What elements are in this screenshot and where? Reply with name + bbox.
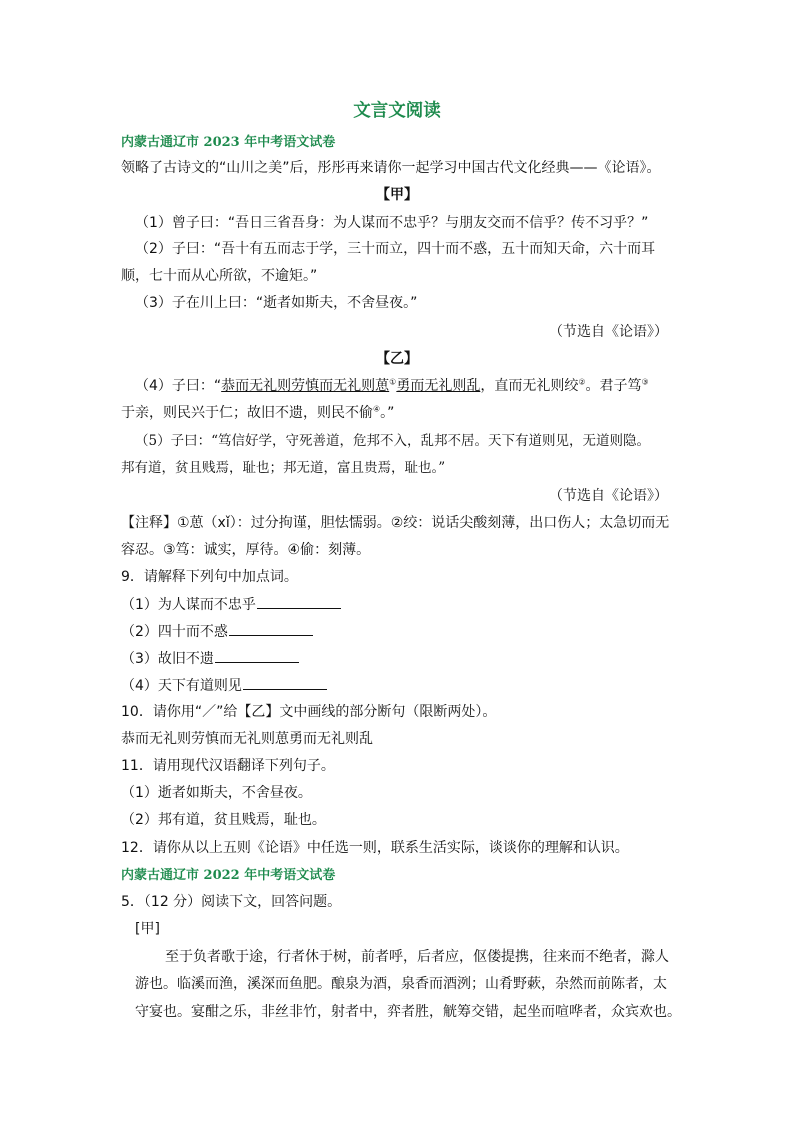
yi-item-4-line2-text: 于亲，则民兴于仁；故旧不遗，则民不偷	[121, 405, 373, 421]
question-12: 12．请你从以上五则《论语》中任选一则，联系生活实际，谈谈你的理解和认识。	[121, 840, 629, 856]
underlined-phrase-2: 勇而无礼则乱	[396, 378, 481, 394]
footnote-marker-3: ③	[641, 377, 649, 387]
question-9-item-2	[121, 621, 313, 642]
question-9-item-2-text: （2）四十而不惑	[121, 624, 228, 640]
jia-item-3: （3）子在川上曰：“逝者如斯夫，不舍昼夜。”	[135, 295, 418, 311]
yi-source: （节选自《论语》）	[549, 488, 668, 504]
yi-item-5-line2: 邦有道，贫且贱焉，耻也；邦无道，富且贵焉，耻也。”	[121, 460, 446, 476]
footnote-marker-2: ②	[578, 377, 586, 387]
question-11-stem: 11．请用现代汉语翻译下列句子。	[121, 758, 335, 774]
notes-line2: 容忍。③笃：诚实，厚待。④偷：刻薄。	[121, 542, 371, 558]
notes-line1: 【注释】①葸（xǐ）：过分拘谨，胆怯懦弱。②绞：说话尖酸刻薄，出口伤人；太急切而无	[121, 515, 670, 531]
yi-item-4-mid: ，直而无礼则绞	[480, 378, 579, 394]
passage-line2: 游也。临溪而渔，溪深而鱼肥。酿泉为酒，泉香而酒洌；山肴野蔌，杂然而前陈者，太	[135, 976, 667, 992]
question-10-text: 恭而无礼则劳慎而无礼则葸勇而无礼则乱	[121, 731, 373, 747]
yi-item-4-mid2: 。君子笃	[585, 378, 642, 394]
passage-line3: 守宴也。宴酣之乐，非丝非竹，射者中，弈者胜，觥筹交错，起坐而喧哗者，众宾欢也。	[135, 1004, 681, 1020]
yi-item-4-line2	[121, 403, 394, 423]
question-11-item-2: （2）邦有道，贫且贱焉，耻也。	[121, 812, 326, 828]
jia-source: （节选自《论语》）	[549, 324, 668, 340]
source-2022: 内蒙古通辽市 2022 年中考语文试卷	[121, 868, 336, 883]
source-2023: 内蒙古通辽市 2023 年中考语文试卷	[121, 135, 336, 150]
jia-header: 【甲】	[376, 187, 418, 203]
question-5-stem: 5．（12 分）阅读下文，回答问题。	[121, 894, 342, 910]
answer-blank-2[interactable]	[229, 621, 313, 636]
passage-line1: 至于负者歌于途，行者休于树，前者呼，后者应，伛偻提携，往来而不绝者，滁人	[165, 949, 669, 965]
jia-item-1: （1）曾子曰：“吾日三省吾身：为人谋而不忠乎？与朋友交而不信乎？传不习乎？”	[135, 215, 649, 231]
question-9-item-1	[121, 594, 341, 615]
page-title: 文言文阅读	[353, 101, 441, 121]
answer-blank-1[interactable]	[257, 594, 341, 609]
jia2-label: [甲]	[135, 921, 160, 937]
question-9-item-1-text: （1）为人谋而不忠乎	[121, 597, 256, 613]
yi-item-4-line1	[135, 376, 649, 396]
footnote-marker-1: ①	[389, 377, 397, 387]
intro-text: 领略了古诗文的“山川之美”后，彤彤再来请你一起学习中国古代文化经典——《论语》。	[121, 160, 661, 176]
answer-blank-4[interactable]	[243, 675, 327, 690]
question-9-stem: 9．请解释下列句中加点词。	[121, 569, 298, 585]
footnote-marker-4: ④	[373, 404, 381, 414]
question-9-item-4-text: （4）天下有道则见	[121, 678, 242, 694]
question-9-item-3-text: （3）故旧不遗	[121, 651, 214, 667]
question-10-stem: 10．请你用“／”给【乙】文中画线的部分断句（限断两处）。	[121, 704, 497, 720]
question-9-item-3	[121, 648, 299, 669]
question-11-item-1: （1）逝者如斯夫，不舍昼夜。	[121, 785, 312, 801]
yi-item-5-line1: （5）子曰：“笃信好学，守死善道，危邦不入，乱邦不居。天下有道则见，无道则隐。	[135, 433, 650, 449]
question-9-item-4	[121, 675, 327, 696]
jia-item-2-line1: （2）子曰：“吾十有五而志于学，三十而立，四十而不惑，五十而知天命，六十而耳	[135, 241, 656, 257]
answer-blank-3[interactable]	[215, 648, 299, 663]
yi-item-4-line2-end: 。”	[380, 405, 395, 421]
yi-header: 【乙】	[376, 351, 418, 367]
jia-item-2-line2: 顺，七十而从心所欲，不逾矩。”	[121, 268, 318, 284]
underlined-phrase-1: 恭而无礼则劳慎而无礼则葸	[221, 378, 390, 394]
yi-item-4-prefix: （4）子曰：“	[135, 378, 222, 394]
